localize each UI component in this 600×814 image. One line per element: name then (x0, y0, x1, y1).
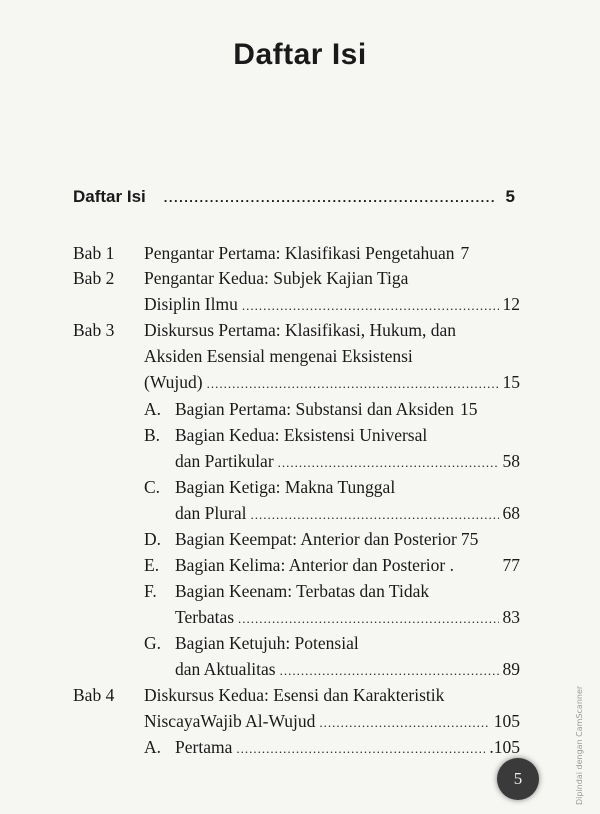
toc-entry-page: 15 (460, 399, 478, 419)
toc-entry-page: 15 (502, 372, 520, 392)
toc-entry-page: 68 (502, 503, 520, 523)
dot-leader (280, 663, 499, 679)
toc-entry-bab-2-line-2[interactable] (144, 294, 520, 315)
toc-entry-page: .105 (489, 737, 520, 757)
toc-entry-section-e[interactable] (175, 555, 520, 576)
chapter-label: Bab 2 (73, 268, 115, 288)
toc-entry-section-a[interactable] (175, 399, 520, 420)
toc-entry-section-c-line-2[interactable] (175, 503, 520, 524)
toc-entry-bab-3-line-2[interactable] (144, 346, 520, 367)
toc-entry-bab-1[interactable] (144, 243, 514, 264)
toc-entry-section-g-line-2[interactable] (175, 659, 520, 680)
toc-entry-page: 83 (502, 607, 520, 627)
toc-entry-text: Pengantar Kedua: Subjek Kajian Tiga (144, 268, 409, 288)
dot-leader (242, 298, 499, 314)
toc-entry-page: 58 (502, 451, 520, 471)
toc-entry-text: Disiplin Ilmu (144, 294, 238, 314)
section-letter: G. (144, 633, 162, 653)
chapter-label: Bab 1 (73, 243, 115, 263)
toc-entry-text: Bagian Keenam: Terbatas dan Tidak (175, 581, 430, 601)
toc-entry-page: 7 (460, 243, 470, 263)
toc-entry-text: Pengantar Pertama: Klasifikasi Pengetahuan (144, 243, 455, 263)
toc-entry-bab-4-line-1[interactable] (144, 685, 520, 706)
chapter-label: Bab 4 (73, 685, 115, 705)
chapter-label: Bab 3 (73, 320, 115, 340)
section-letter: A. (144, 399, 162, 419)
toc-entry-page: 12 (502, 294, 520, 314)
toc-entry-section-f-line-1[interactable] (175, 581, 520, 602)
toc-entry-section-g-line-1[interactable] (175, 633, 520, 654)
dot-leader (236, 741, 485, 757)
section-letter: A. (144, 737, 162, 757)
toc-entry-page: 5 (505, 187, 515, 206)
toc-entry-text: Bagian Kedua: Eksistensi Universal (175, 425, 428, 445)
toc-entry-text: Bagian Ketujuh: Potensial (175, 633, 359, 653)
page-title: Daftar Isi (233, 38, 367, 71)
dot-leader (278, 455, 499, 471)
toc-entry-text: Diskursus Kedua: Esensi dan Karakteristik (144, 685, 445, 705)
toc-entry-section-b-line-1[interactable] (175, 425, 520, 446)
section-letter: D. (144, 529, 162, 549)
dot-leader (238, 611, 498, 627)
toc-entry-section-d[interactable] (175, 529, 520, 550)
toc-entry-page: 105 (493, 711, 520, 731)
page-number: 5 (513, 769, 523, 788)
toc-entry-text: Pertama (175, 737, 233, 757)
toc-entry-page: 77 (502, 555, 520, 575)
toc-entry-text: dan Partikular (175, 451, 274, 471)
toc-entry-bab-3-line-1[interactable] (144, 320, 520, 341)
toc-entry-section-b-line-2[interactable] (175, 451, 520, 472)
toc-entry-section-c-line-1[interactable] (175, 477, 520, 498)
toc-entry-text: Bagian Pertama: Substansi dan Aksiden (175, 399, 454, 419)
toc-entry-bab-4-section-a[interactable] (175, 737, 520, 758)
toc-entry-bab-4-line-2[interactable] (144, 711, 520, 732)
scanner-watermark: Dipindai dengan CamScanner (575, 685, 584, 805)
toc-entry-text: dan Plural (175, 503, 247, 523)
toc-entry-page: 75 (460, 529, 479, 549)
toc-entry-section-f-line-2[interactable] (175, 607, 520, 628)
toc-entry-text: Terbatas (175, 607, 235, 627)
toc-entry-page: 89 (502, 659, 520, 679)
section-letter: E. (144, 555, 160, 575)
page-number-badge (497, 758, 539, 800)
toc-entry-label: Daftar Isi (73, 187, 146, 206)
dot-leader (164, 190, 494, 205)
toc-entry-daftar-isi[interactable] (73, 187, 515, 207)
toc-entry-bab-2-line-1[interactable] (144, 268, 514, 289)
toc-entry-text: Diskursus Pertama: Klasifikasi, Hukum, dan (144, 320, 457, 340)
toc-entry-text: NiscayaWajib Al-Wujud (144, 711, 316, 731)
section-letter: F. (144, 581, 157, 601)
section-letter: B. (144, 425, 161, 445)
toc-entry-text: dan Aktualitas (175, 659, 276, 679)
toc-entry-text: Aksiden Esensial mengenai Eksistensi (144, 346, 413, 366)
dot-leader (319, 715, 489, 731)
toc-entry-text: (Wujud) (144, 372, 203, 392)
section-letter: C. (144, 477, 161, 497)
toc-entry-bab-3-line-3[interactable] (144, 372, 520, 393)
toc-entry-text: Bagian Kelima: Anterior dan Posterior . (175, 555, 454, 575)
toc-entry-text: Bagian Ketiga: Makna Tunggal (175, 477, 396, 497)
toc-entry-text: Bagian Keempat: Anterior dan Posterior (175, 529, 457, 549)
dot-leader (250, 507, 498, 523)
dot-leader (207, 376, 499, 392)
